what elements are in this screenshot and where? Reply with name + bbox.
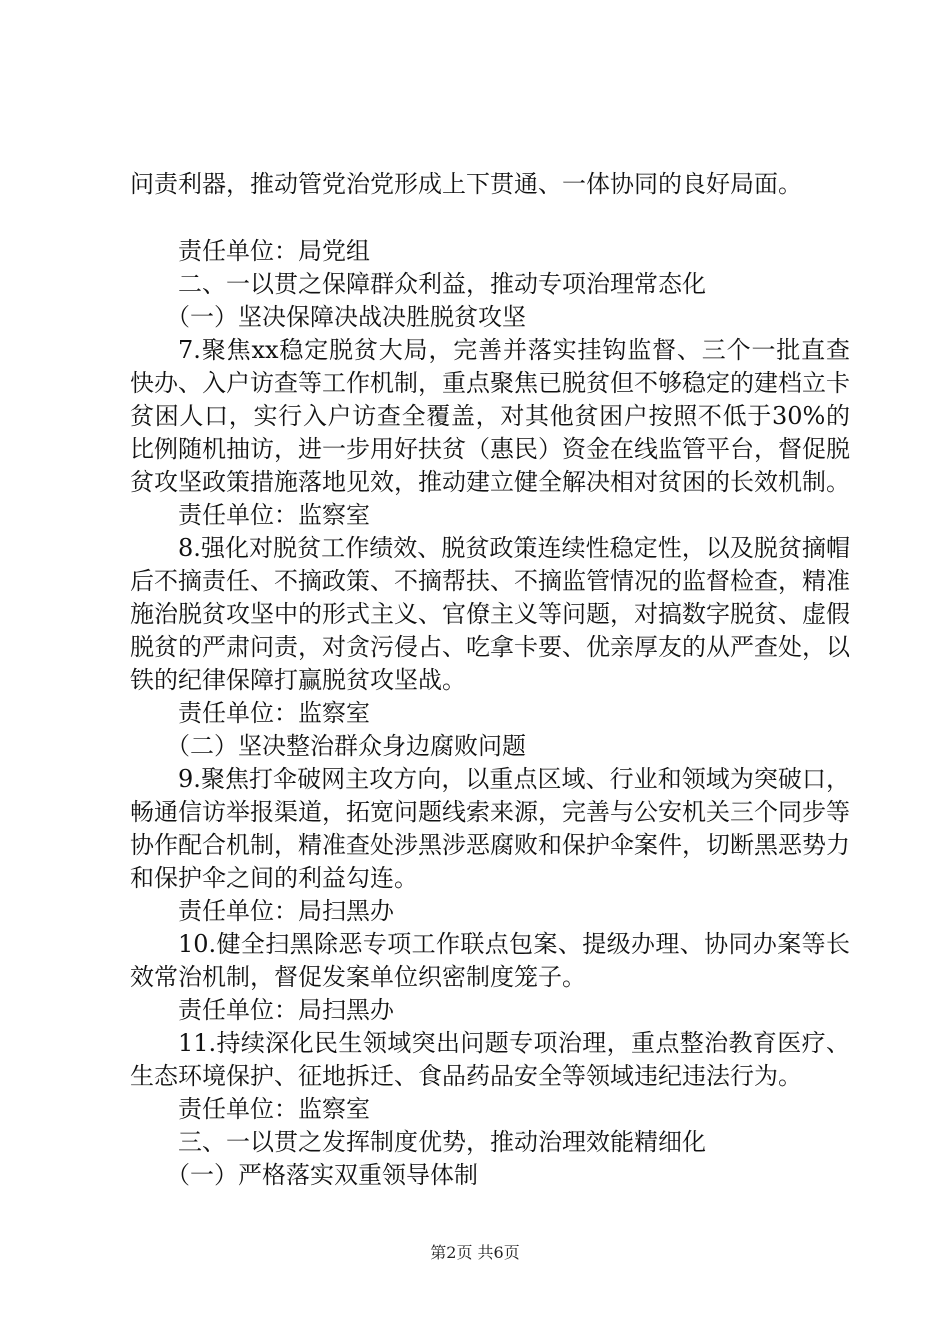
- subsection-heading: （一）严格落实双重领导体制: [166, 1161, 478, 1189]
- document-body: [130, 168, 850, 1192]
- item-paragraph: 7.聚焦xx稳定脱贫大局，完善并落实挂钩监督、三个一批直查快办、入户访查等工作机制，重点聚焦已脱贫但不够稳定的建档立卡贫困人口，实行入户访查全覆盖，对其他贫困户按照不低于30%的比例随机抽访，进一步用好扶贫（惠民）资金在线监管平台，督促脱贫攻坚政策措施落地见效，推动建立健全解决相对贫困的长效机制。: [130, 336, 850, 496]
- item-paragraph: 8.强化对脱贫工作绩效、脱贫政策连续性稳定性，以及脱贫摘帽后不摘责任、不摘政策、不摘帮扶、不摘监管情况的监督检查，精准施治脱贫攻坚中的形式主义、官僚主义等问题，对搞数字脱贫、虚假脱贫的严肃问责，对贪污侵占、吃拿卡要、优亲厚友的从严查处，以铁的纪律保障打赢脱贫攻坚战。: [130, 534, 850, 694]
- item-paragraph: 11.持续深化民生领域突出问题专项治理，重点整治教育医疗、生态环境保护、征地拆迁、食品药品安全等领域违纪违法行为。: [130, 1029, 850, 1090]
- paragraph-gap: [130, 201, 850, 235]
- responsibility-line: 责任单位：局党组: [178, 237, 370, 265]
- responsibility-line: 责任单位：局扫黑办: [178, 897, 394, 925]
- paragraph-continuation: 问责利器，推动管党治党形成上下贯通、一体协同的良好局面。: [130, 170, 802, 198]
- page-footer: 第2页 共6页: [430, 1243, 520, 1262]
- responsibility-line: 责任单位：局扫黑办: [178, 996, 394, 1024]
- responsibility-line: 责任单位：监察室: [178, 501, 370, 529]
- item-paragraph: 9.聚焦打伞破网主攻方向，以重点区域、行业和领域为突破口，畅通信访举报渠道，拓宽问题线索来源，完善与公安机关三个同步等协作配合机制，精准查处涉黑涉恶腐败和保护伞案件，切断黑恶势力和保护伞之间的利益勾连。: [130, 765, 850, 892]
- item-paragraph: 10.健全扫黑除恶专项工作联点包案、提级办理、协同办案等长效常治机制，督促发案单位织密制度笼子。: [130, 930, 850, 991]
- subsection-heading: （一）坚决保障决战决胜脱贫攻坚: [166, 303, 526, 331]
- section-heading: 二、一以贯之保障群众利益，推动专项治理常态化: [178, 270, 706, 298]
- section-heading: 三、一以贯之发挥制度优势，推动治理效能精细化: [178, 1128, 706, 1156]
- responsibility-line: 责任单位：监察室: [178, 1095, 370, 1123]
- responsibility-line: 责任单位：监察室: [178, 699, 370, 727]
- subsection-heading: （二）坚决整治群众身边腐败问题: [166, 732, 526, 760]
